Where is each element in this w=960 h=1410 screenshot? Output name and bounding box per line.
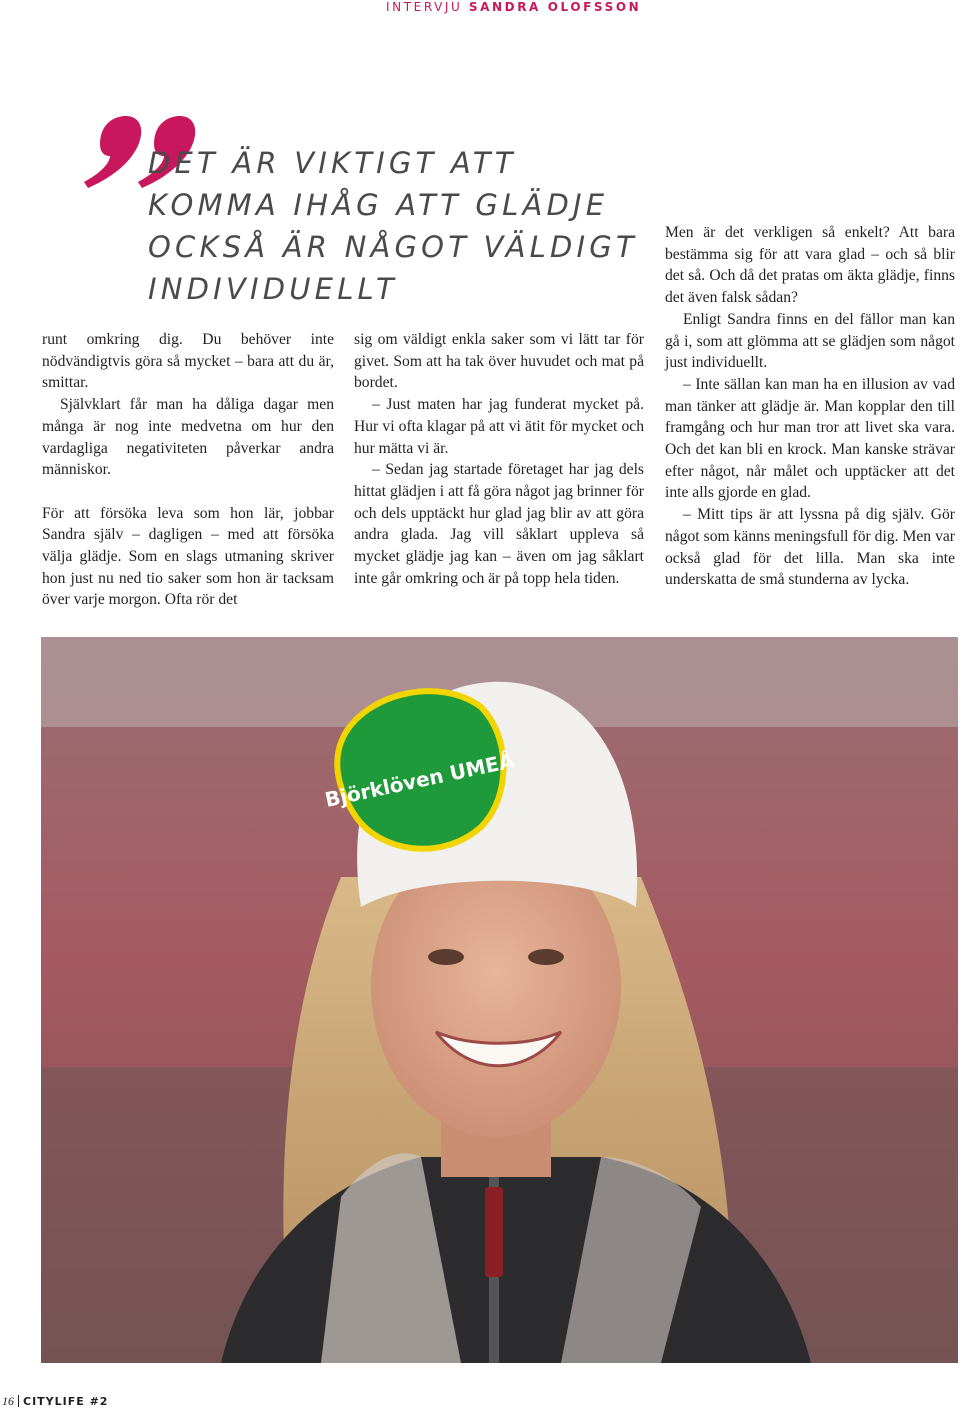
pull-quote-line: KOMMA IHÅG ATT GLÄDJE	[148, 188, 609, 222]
paragraph: För att försöka leva som hon lär, jobbar Sandra själv – dagligen – med att försöka välja glädje. Som en slags utmaning skriver hon just nu ned tio saker som hon är tacksam över varje morgon. Ofta rör det	[42, 504, 334, 609]
page-number: 16	[2, 1394, 14, 1408]
paragraph: – Inte sällan kan man ha en illusion av vad man tänker att glädje är. Man kopplar den till framgång och hur man tror att livet ska vara. Och det kan bli en krock. Man kanske strävar efter något, når målet och upptäcker att det inte alls gjorde en glad.	[665, 375, 955, 502]
magazine-name: CITYLIFE #2	[23, 1395, 109, 1408]
text-column-1	[42, 329, 334, 611]
portrait-photo	[41, 637, 958, 1363]
paragraph: Självklart får man ha dåliga dagar men många är nog inte medvetna om hur den vardagliga negativiteten påverkar andra människor.	[42, 396, 334, 479]
interviewee-name: SANDRA OLOFSSON	[468, 0, 642, 14]
article-header	[386, 0, 642, 14]
section-label: INTERVJU	[386, 0, 463, 14]
paragraph: – Mitt tips är att lyssna på dig själv. Gör något som känns meningsfull för dig. Men var också glad för det lilla. Man ska inte underskatta de små stunderna av lycka.	[665, 506, 955, 589]
pull-quote-line: OCKSÅ ÄR NÅGOT VÄLDIGT	[148, 230, 638, 264]
paragraph: – Sedan jag startade företaget har jag dels hittat glädjen i att få göra något jag brinner för och dels upptäckt hur glad jag blir av att göra andra glada. Jag vill såklart uppleva så mycket glädje jag kan – även om jag såklart inte går omkring och är på topp hela tiden.	[354, 461, 644, 587]
beanie-logo-text: Björklöven UMEÅ	[322, 748, 517, 812]
pull-quote-line: DET ÄR VIKTIGT ATT	[148, 146, 517, 180]
pull-quote-line: INDIVIDUELLT	[148, 272, 398, 306]
paragraph: Enligt Sandra finns en del fällor man kan gå i, som att glömma att se glädjen som något just individuellt.	[665, 310, 955, 372]
text-column-2	[354, 329, 644, 589]
pull-quote	[148, 142, 648, 310]
text-column-3	[665, 222, 955, 591]
paragraph: sig om väldigt enkla saker som vi lätt tar för givet. Som att ha tak över huvudet och mat på bordet.	[354, 331, 644, 392]
portrait-illustration	[41, 637, 958, 1363]
footer-divider	[18, 1395, 19, 1407]
paragraph: runt omkring dig. Du behöver inte nödvändigtvis göra så mycket – bara att du är, smittar.	[42, 331, 334, 392]
paragraph: Men är det verkligen så enkelt? Att bara bestämma sig för att vara glad – och så blir det så. Och då det pratas om äkta glädje, finns det även falsk sådan?	[665, 224, 955, 307]
paragraph: – Just maten har jag funderat mycket på. Hur vi ofta klagar på att vi ätit för mycket och hur mätta vi är.	[354, 396, 644, 457]
page-footer	[2, 1394, 108, 1409]
